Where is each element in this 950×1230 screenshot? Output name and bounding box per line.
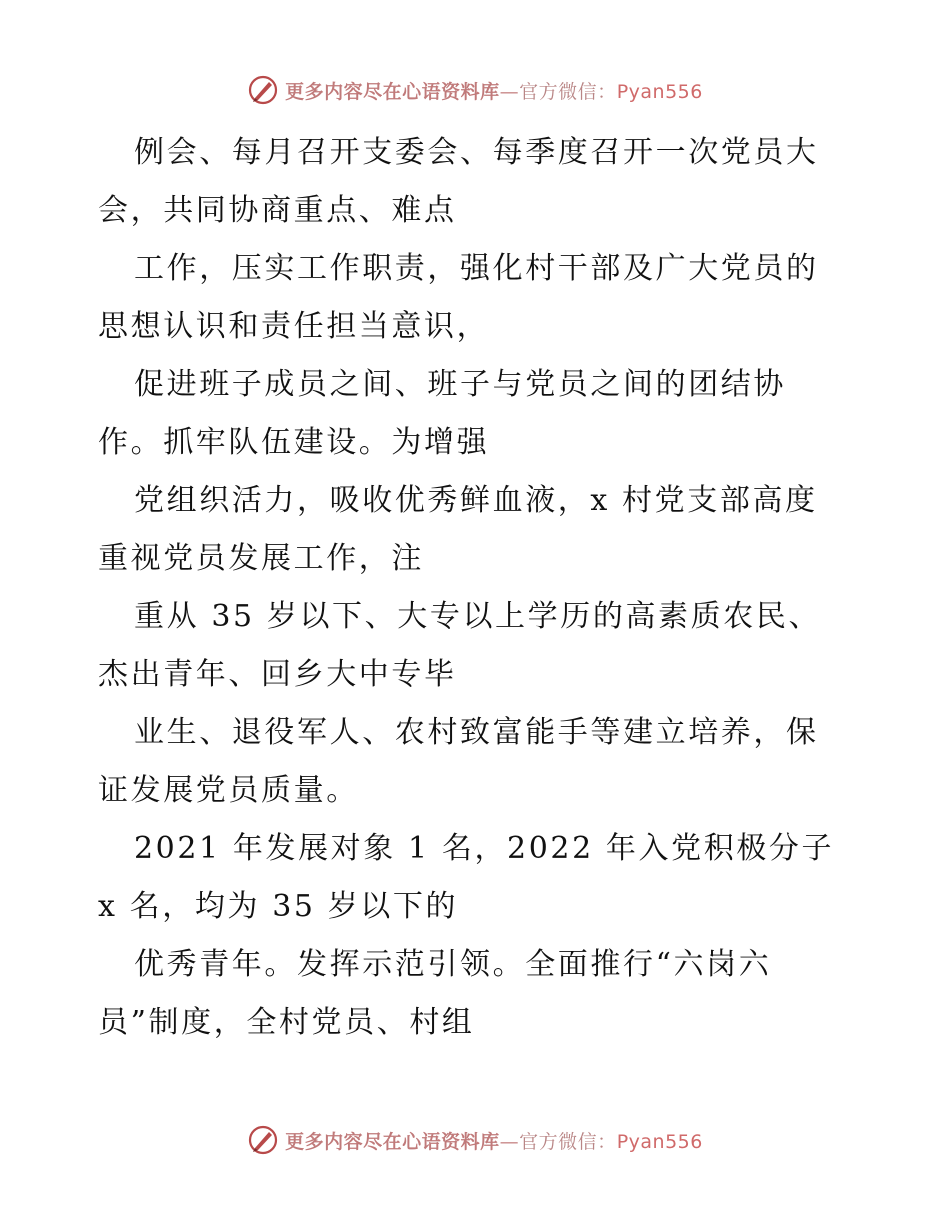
watermark-wechat-label: 官方微信： <box>519 1130 617 1153</box>
body-line: 2021 年发展对象 1 名，2022 年入党积极分子 <box>134 831 835 866</box>
body-line: 优秀青年。发挥示范引领。全面推行“六岗六 <box>134 947 772 982</box>
body-line: 证发展党员质量。 <box>98 773 359 808</box>
watermark-text <box>285 1127 703 1154</box>
header-watermark <box>0 72 950 108</box>
watermark-brand: 更多内容尽在心语资料库 <box>285 1130 500 1153</box>
watermark-account: Pyan556 <box>616 80 703 103</box>
quill-logo-icon <box>247 74 279 106</box>
watermark-brand: 更多内容尽在心语资料库 <box>285 80 500 103</box>
watermark-account: Pyan556 <box>616 1130 703 1153</box>
body-line: 工作，压实工作职责，强化村干部及广大党员的 <box>134 251 819 286</box>
body-line: 重从 35 岁以下、大专以上学历的高素质农民、 <box>134 599 822 634</box>
body-line: 业生、退役军人、农村致富能手等建立培养，保 <box>134 715 819 750</box>
document-body <box>98 124 858 1052</box>
body-line: 会，共同协商重点、难点 <box>98 193 457 228</box>
body-line: x 名，均为 35 岁以下的 <box>98 889 459 924</box>
watermark-dash: — <box>499 1130 520 1153</box>
body-line: 重视党员发展工作，注 <box>98 541 424 576</box>
body-line: 杰出青年、回乡大中专毕 <box>98 657 457 692</box>
watermark-text <box>285 77 703 104</box>
watermark-wechat-label: 官方微信： <box>519 80 617 103</box>
footer-watermark <box>0 1122 950 1158</box>
body-line: 党组织活力，吸收优秀鲜血液，x 村党支部高度 <box>134 483 818 518</box>
body-line: 例会、每月召开支委会、每季度召开一次党员大 <box>134 135 819 170</box>
body-line: 促进班子成员之间、班子与党员之间的团结协 <box>134 367 786 402</box>
body-line: 思想认识和责任担当意识， <box>98 309 490 344</box>
quill-logo-icon <box>247 1124 279 1156</box>
body-line: 员”制度，全村党员、村组 <box>98 1005 475 1040</box>
body-line: 作。抓牢队伍建设。为增强 <box>98 425 490 460</box>
watermark-dash: — <box>499 80 520 103</box>
